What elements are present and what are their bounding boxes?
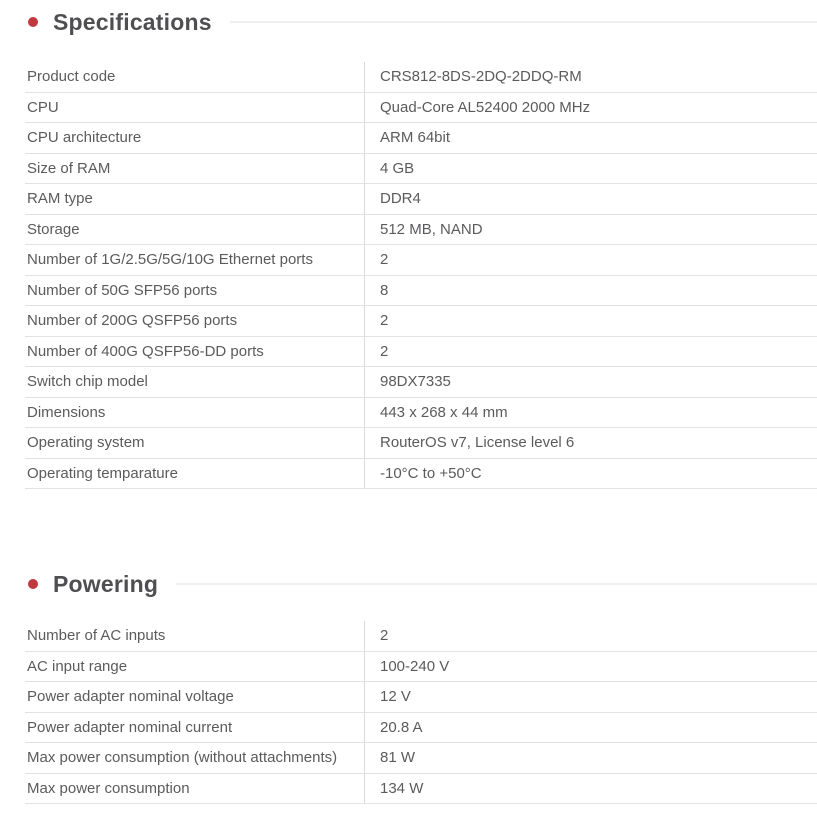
spec-row [25, 713, 817, 744]
spec-value: 12 V [380, 688, 411, 706]
spec-label: CPU [25, 93, 365, 123]
spec-label: Power adapter nominal voltage [25, 682, 365, 712]
spec-value: 2 [380, 627, 389, 645]
heading-rule-divider [176, 583, 817, 585]
spec-label: Product code [25, 62, 365, 92]
spec-row [25, 276, 817, 307]
spec-value: ARM 64bit [380, 129, 451, 147]
spec-row [25, 306, 817, 337]
spec-label: Switch chip model [25, 367, 365, 397]
section-title: Specifications [53, 8, 212, 35]
spec-row [25, 652, 817, 683]
spec-value: Quad-Core AL52400 2000 MHz [380, 98, 591, 116]
spec-label: Size of RAM [25, 154, 365, 184]
spec-label: Max power consumption (without attachments) [25, 743, 365, 773]
spec-row [25, 459, 817, 490]
spec-value: 81 W [380, 749, 416, 767]
spec-row [25, 215, 817, 246]
red-dot-icon [28, 579, 38, 589]
spec-value: CRS812-8DS-2DQ-2DDQ-RM [380, 68, 582, 86]
spec-row [25, 123, 817, 154]
spec-label: Number of 400G QSFP56-DD ports [25, 337, 365, 367]
specifications-table [25, 62, 817, 489]
spec-label: CPU architecture [25, 123, 365, 153]
spec-value: RouterOS v7, License level 6 [380, 434, 575, 452]
spec-value: 512 MB, NAND [380, 220, 483, 238]
section-powering [0, 568, 817, 804]
spec-row [25, 154, 817, 185]
spec-row [25, 621, 817, 652]
spec-value: 134 W [380, 779, 424, 797]
spec-label: RAM type [25, 184, 365, 214]
section-header [0, 568, 817, 600]
spec-label: Number of 1G/2.5G/5G/10G Ethernet ports [25, 245, 365, 275]
spec-value: 8 [380, 281, 389, 299]
spec-label: Operating system [25, 428, 365, 458]
section-specifications [0, 6, 817, 489]
spec-value: 2 [380, 251, 389, 269]
spec-row [25, 398, 817, 429]
powering-table [25, 621, 817, 804]
spec-row [25, 428, 817, 459]
spec-label: Dimensions [25, 398, 365, 428]
spec-row [25, 682, 817, 713]
spec-label: Power adapter nominal current [25, 713, 365, 743]
spec-label: Number of 200G QSFP56 ports [25, 306, 365, 336]
spec-value: 2 [380, 312, 389, 330]
spec-value: DDR4 [380, 190, 421, 208]
spec-row [25, 62, 817, 93]
spec-value: 100-240 V [380, 657, 450, 675]
spec-value: 2 [380, 342, 389, 360]
spec-row [25, 245, 817, 276]
section-title: Powering [53, 570, 159, 597]
spec-label: Operating temparature [25, 459, 365, 489]
spec-value: 4 GB [380, 159, 415, 177]
spec-row [25, 184, 817, 215]
spec-value: -10°C to +50°C [380, 464, 482, 482]
spec-row [25, 93, 817, 124]
spec-row [25, 743, 817, 774]
red-dot-icon [28, 17, 38, 27]
spec-row [25, 367, 817, 398]
spec-label: Number of 50G SFP56 ports [25, 276, 365, 306]
heading-rule-divider [230, 21, 817, 23]
spec-row [25, 774, 817, 805]
spec-value: 20.8 A [380, 718, 423, 736]
spec-label: Max power consumption [25, 774, 365, 804]
spec-value: 98DX7335 [380, 373, 451, 391]
spec-row [25, 337, 817, 368]
spec-label: AC input range [25, 652, 365, 682]
section-header [0, 6, 817, 38]
spec-label: Number of AC inputs [25, 621, 365, 651]
spec-label: Storage [25, 215, 365, 245]
spec-value: 443 x 268 x 44 mm [380, 403, 508, 421]
